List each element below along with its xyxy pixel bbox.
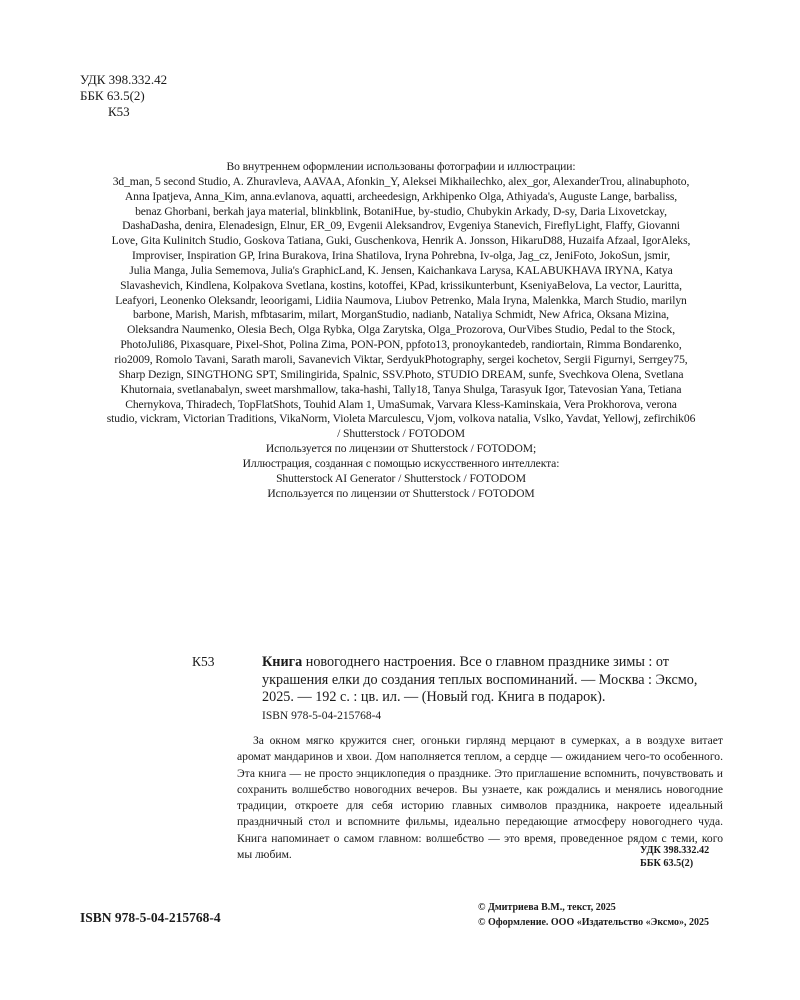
credit-line: Oleksandra Naumenko, Olesia Bech, Olga Rybka, Olga Zarytska, Olga_Prozorova, OurVibes Studio, Pedal to the Stock, — [126, 323, 676, 337]
credit-line: Anna Ipatjeva, Anna_Kim, anna.evlanova, aquatti, archeedesign, Arkhipenko Olga, Athiyada's, Auguste Lange, barbaliss, — [124, 189, 678, 203]
biblio-author-mark: К53 — [192, 654, 215, 669]
udk-code: УДК 398.332.42 — [80, 72, 168, 87]
classification-codes — [80, 72, 167, 120]
author-mark: К53 — [108, 104, 130, 119]
annotation: За окном мягко кружится снег, огоньки гирлянд мерцают в сумерках, а в воздухе витает аромат мандаринов и хвои. Дом наполняется теплом, а сердце — ожиданием чего-то особенного. Эта книга — не просто энциклопедия о празднике. Это приглашение вспомнить, почувствовать и сохранить волшебство новогодних вечеров. Вы узнаете, как рождались и менялись новогодние традиции, откроете для себя историю главных символов праздника, накроете идеальный праздничный стол и вспомните фильмы, идеально передающие атмосферу новогоднего чуда. Книга напоминает о самом главном: волшебство — это время, проведенное рядом с теми, кого мы любим. — [237, 734, 723, 862]
credit-line: Используется по лицензии от Shutterstock / FOTODOM; — [265, 442, 537, 456]
copyright-text: © Дмитриева В.М., текст, 2025 — [478, 902, 616, 913]
credit-line: barbone, Marish, Marish, mfbtasarim, milart, MorganStudio, nadianb, Nataliya Schmidt, New Africa, Oksana Mizina, — [133, 308, 669, 322]
credit-line: Во внутреннем оформлении использованы фотографии и иллюстрации: — [226, 160, 576, 173]
credit-line: rio2009, Romolo Tavani, Sarath maroli, Savanevich Viktar, SerdyukPhotography, sergei kochetov, Sergii Figurnyi, Serrgey75, — [114, 352, 688, 366]
credit-line: Love, Gita Kulinitch Studio, Goskova Tatiana, Guki, Guschenkova, Henrik A. Jonsson, HikaruD88, Huzaifa Afzaal, IgorAleks, — [111, 234, 691, 248]
credit-line: Julia Manga, Julia Sememova, Julia's GraphicLand, K. Jensen, Kaichankava Larysa, KALABUKHAVA IRYNA, Katya — [129, 263, 673, 277]
biblio-rest: новогоднего настроения. Все о главном празднике зимы : от украшения елки до создания теплых воспоминаний. — Москва : Эксмо, 2025. — 192 с. : цв. ил. — (Новый год. Книга в подарок). — [262, 654, 698, 705]
annotation-udk: УДК 398.332.42 — [640, 845, 710, 856]
credit-line: benaz Ghorbani, berkah jaya material, blinkblink, BotaniHue, by-studio, Chubykin Arkady, D-sy, Daria Lixovetckay, — [135, 204, 667, 218]
credit-line: DashaDasha, denira, Elenadesign, Elnur, ER_09, Evgenii Aleksandrov, Evgeniya Stanevich, FireflyLight, Flaffy, Giovanni — [122, 219, 680, 233]
credit-line: Leafyori, Leonenko Oleksandr, leoorigami, Lidiia Naumova, Liubov Petrenko, Mala Iryna, Malenkka, March Studio, marilyn — [115, 293, 687, 307]
credit-line: / Shutterstock / FOTODOM — [337, 427, 465, 441]
bibliographic-record — [262, 654, 724, 707]
annotation-bbk: ББК 63.5(2) — [640, 858, 694, 869]
credit-line: PhotoJuli86, Pixasquare, Pixel-Shot, Polina Zima, PON-PON, ppfoto13, pronoykantedeb, randiortain, Rimma Bondarenko, — [120, 338, 682, 352]
credit-line: Slavashevich, Kindlena, Kolpakova Svetlana, kostins, kotoffei, KPad, krissikunterbunt, KseniyaBelova, La vector, Lauritta, — [120, 278, 682, 292]
credit-line: studio, vickram, Victorian Traditions, VikaNorm, Violeta Marculescu, Vjom, volkova natalia, Vslko, Yavdat, Yellowj, zefirchik06 — [106, 412, 696, 426]
copyright-design: © Оформление. ООО «Издательство «Эксмо», 2025 — [478, 917, 709, 928]
biblio-isbn: ISBN 978-5-04-215768-4 — [262, 710, 382, 722]
credit-line: Khutornaia, svetlanabalyn, sweet marshmallow, taka-hashi, Tally18, Tanya Shulga, Tarasyuk Igor, Tatevosian Yana, Tetiana — [120, 382, 682, 396]
isbn-main: ISBN 978-5-04-215768-4 — [80, 910, 221, 925]
copyright-block — [478, 900, 709, 930]
credit-line: Sharp Dezign, SINGTHONG SPT, Smilingirida, Spalnic, SSV.Photo, STUDIO DREAM, sunfe, Svechkova Olena, Svetlana — [118, 367, 684, 381]
bbk-code: ББК 63.5(2) — [80, 88, 145, 103]
credit-line: Иллюстрация, созданная с помощью искусственного интеллекта: — [242, 456, 560, 470]
credit-line: Используется по лицензии от Shutterstock / FOTODOM — [267, 486, 535, 500]
credit-line: Shutterstock AI Generator / Shutterstock / FOTODOM — [276, 471, 526, 485]
biblio-title-word: Книга — [262, 654, 303, 670]
image-credits — [80, 160, 722, 501]
credit-line: Improviser, Inspiration GP, Irina Burakova, Irina Shatilova, Iryna Pohrebna, Iv-olga, Jag_cz, JeniFoto, JokoSun, jsmir, — [131, 249, 671, 263]
credit-line: 3d_man, 5 second Studio, A. Zhuravleva, AAVAA, Afonkin_Y, Aleksei Mikhailechko, alex_gor, AlexanderTrou, alinabuphoto, — [112, 174, 690, 188]
credit-line: Chernykova, Thiradech, TopFlatShots, Touhid Alam 1, UmaSumak, Varvara Kless-Kaminskaia, Vera Prokhorova, verona — [125, 397, 677, 411]
annotation-codes — [640, 844, 709, 870]
